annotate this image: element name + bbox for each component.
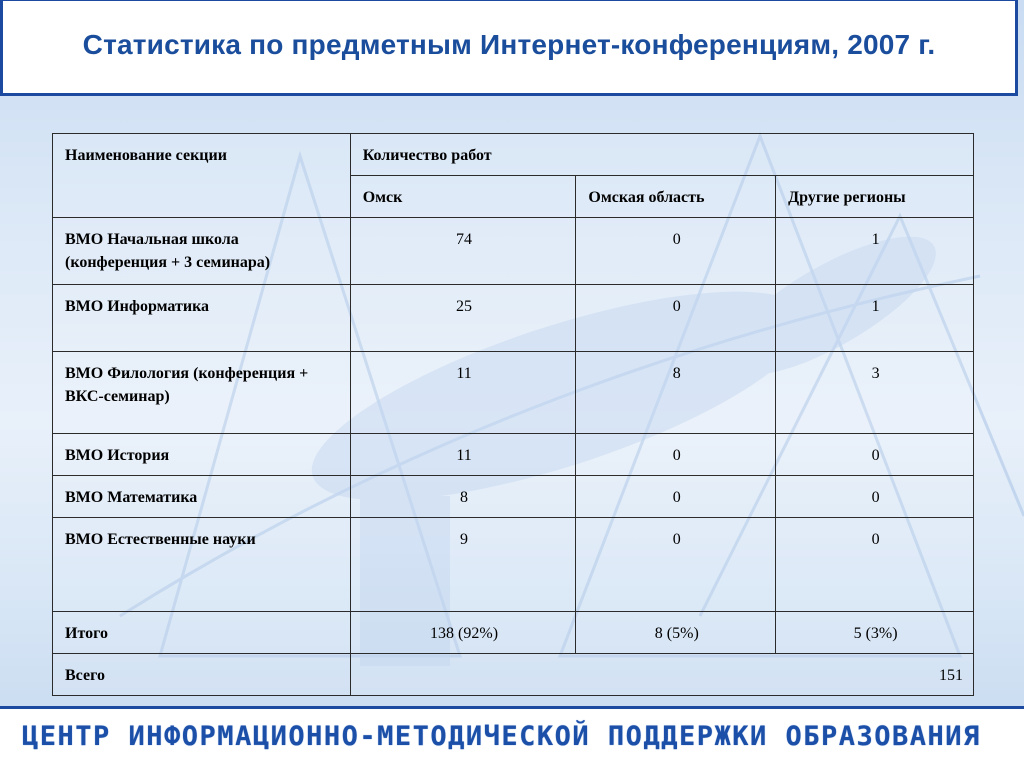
omsk-count: 9 [350,518,576,612]
omsk-count: 25 [350,285,576,352]
total-omsk: 138 (92%) [350,612,576,654]
statistics-table [52,133,974,696]
section-name: ВМО Филология (конференция + ВКС-семинар) [53,352,351,434]
count-header: Количество работ [350,134,973,176]
other-header: Другие регионы [776,176,974,218]
table-row [53,518,974,612]
omsk-count: 8 [350,476,576,518]
omsk-count: 74 [350,218,576,285]
total-row [53,612,974,654]
total-other: 5 (3%) [776,612,974,654]
table-row [53,476,974,518]
section-name-header: Наименование секции [53,134,351,218]
region-count: 0 [576,285,776,352]
section-name: ВМО Математика [53,476,351,518]
omsk-count: 11 [350,434,576,476]
footer-banner [0,706,1024,768]
omsk-count: 11 [350,352,576,434]
table-row [53,434,974,476]
other-count: 0 [776,476,974,518]
region-count: 8 [576,352,776,434]
footer-organization-name: ЦЕНТР ИНФОРМАЦИОННО-МЕТОДИЧЕСКОЙ ПОДДЕРЖКИ ОБРАЗОВАНИЯ [22,721,981,752]
section-name: ВМО История [53,434,351,476]
other-count: 1 [776,285,974,352]
region-count: 0 [576,218,776,285]
region-header: Омская область [576,176,776,218]
title-box [0,0,1018,96]
other-count: 3 [776,352,974,434]
table-row [53,352,974,434]
region-count: 0 [576,434,776,476]
other-count: 0 [776,434,974,476]
grand-total-value: 151 [350,654,973,696]
other-count: 1 [776,218,974,285]
grand-total-label: Всего [53,654,351,696]
table-row [53,285,974,352]
other-count: 0 [776,518,974,612]
total-label: Итого [53,612,351,654]
grand-total-row [53,654,974,696]
page-title: Статистика по предметным Интернет-конференциям, 2007 г. [82,29,936,60]
region-count: 0 [576,518,776,612]
header-row [53,134,974,176]
omsk-header: Омск [350,176,576,218]
table-row [53,218,974,285]
total-region: 8 (5%) [576,612,776,654]
section-name: ВМО Естественные науки [53,518,351,612]
region-count: 0 [576,476,776,518]
section-name: ВМО Начальная школа (конференция + 3 семинара) [53,218,351,285]
section-name: ВМО Информатика [53,285,351,352]
